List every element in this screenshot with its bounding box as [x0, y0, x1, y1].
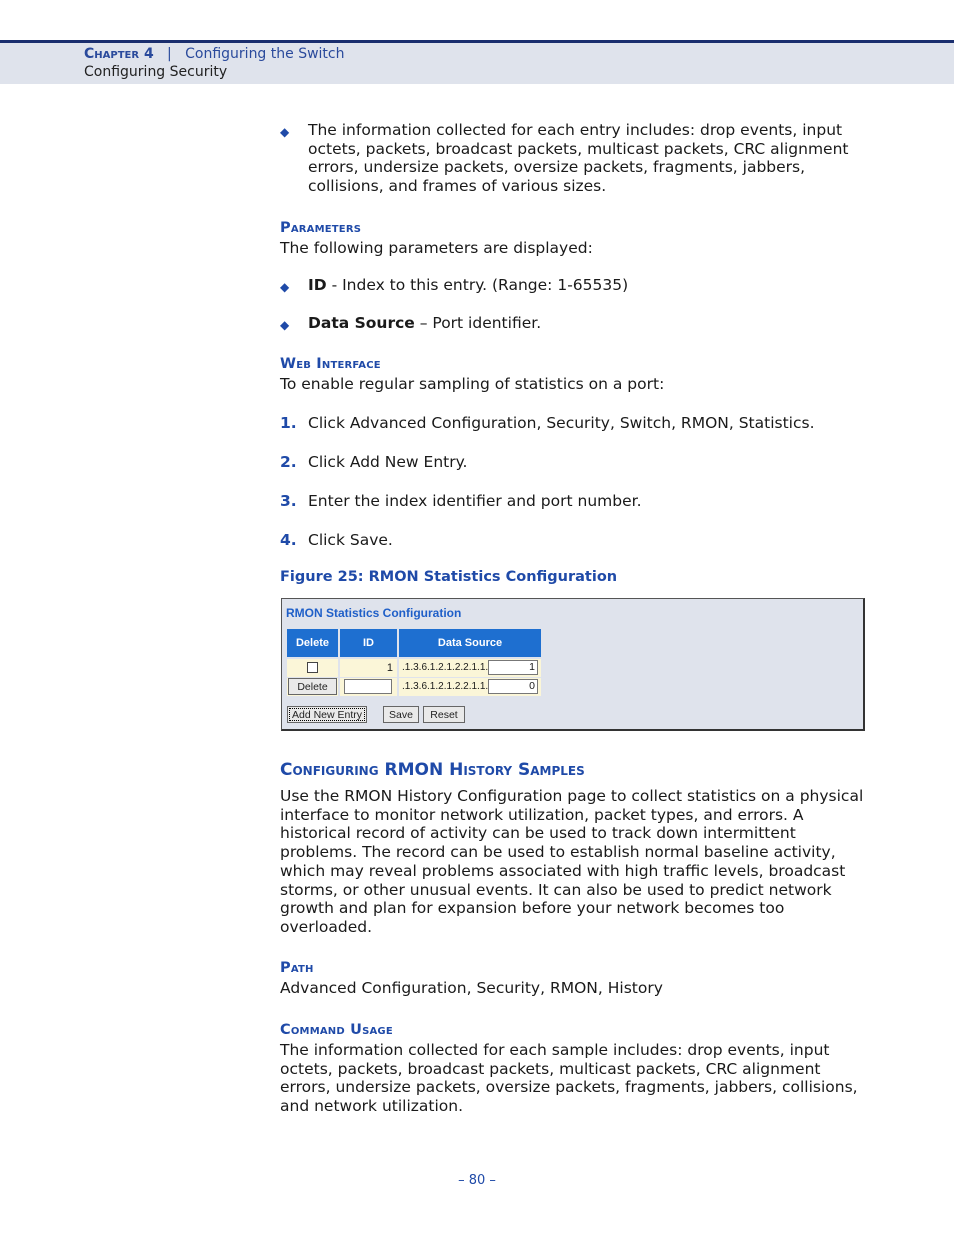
header-chapter-line: [84, 46, 344, 62]
command-usage-text: The information collected for each sample includes: drop events, input octets, packets, broadcast packets, multicast packets, CRC alignment errors, undersize packets, oversize packets, fragments, jabbers, collisions, and network utilization.: [280, 1041, 858, 1116]
command-usage-heading: Command Usage: [280, 1022, 393, 1038]
table-cell-data-source: [399, 659, 541, 677]
step-number: 4.: [280, 531, 297, 549]
data-source-port-input[interactable]: 1: [488, 660, 538, 675]
step-number: 3.: [280, 492, 297, 510]
table-cell-id: [340, 678, 397, 696]
bullet-diamond-icon: ◆: [280, 125, 290, 139]
id-input[interactable]: [344, 679, 392, 694]
reset-button[interactable]: Reset: [423, 706, 465, 723]
delete-checkbox[interactable]: [307, 662, 318, 673]
rmon-statistics-figure: [281, 598, 865, 731]
web-interface-intro: To enable regular sampling of statistics on a port:: [280, 375, 665, 393]
param-desc: - Index to this entry. (Range: 1-65535): [326, 276, 629, 294]
step-text: Enter the index identifier and port number.: [308, 492, 642, 510]
chapter-title: Configuring the Switch: [185, 46, 345, 62]
data-source-prefix: .1.3.6.1.2.1.2.2.1.1.: [402, 681, 489, 692]
column-header-data-source: Data Source: [399, 629, 541, 657]
chapter-label: Chapter 4: [84, 46, 154, 62]
column-header-id: ID: [340, 629, 397, 657]
table-cell-id: 1: [340, 659, 397, 677]
bullet-diamond-icon: ◆: [280, 318, 290, 332]
add-new-entry-button[interactable]: Add New Entry: [287, 706, 367, 723]
figure-title: RMON Statistics Configuration: [286, 606, 462, 620]
param-desc: – Port identifier.: [414, 314, 542, 332]
figure-caption: Figure 25: RMON Statistics Configuration: [280, 569, 618, 585]
page-header: [0, 40, 954, 84]
history-body: Use the RMON History Configuration page to collect statistics on a physical interface to monitor network utilization, packet types, and errors. A historical record of activity can be used to track down intermittent problems. The record can be used to establish normal baseline activity, which may reveal problems associated with high traffic levels, broadcast storms, or other unusual events. It can also be used to predict network growth and plan for expansion before your network becomes too overloaded.: [280, 787, 864, 936]
param-item-data-source: [308, 314, 541, 332]
data-source-prefix: .1.3.6.1.2.1.2.2.1.1.: [402, 662, 489, 673]
delete-button[interactable]: Delete: [288, 678, 337, 695]
step-number: 1.: [280, 414, 297, 432]
save-button[interactable]: Save: [383, 706, 419, 723]
parameters-heading: Parameters: [280, 220, 362, 236]
path-heading: Path: [280, 960, 314, 976]
step-number: 2.: [280, 453, 297, 471]
intro-bullet-text: The information collected for each entry includes: drop events, input octets, packets, broadcast packets, multicast packets, CRC alignment errors, undersize packets, oversize packets, fragments, jabbers, collisions, and frames of various sizes.: [308, 121, 849, 196]
table-cell-data-source: [399, 678, 541, 696]
step-text: Click Advanced Configuration, Security, Switch, RMON, Statistics.: [308, 414, 815, 432]
web-interface-heading: Web Interface: [280, 356, 381, 372]
table-cell-delete: [287, 659, 338, 677]
table-cell-delete: [287, 678, 338, 696]
bullet-diamond-icon: ◆: [280, 280, 290, 294]
data-source-port-input[interactable]: 0: [488, 679, 538, 694]
page-number: – 80 –: [458, 1173, 496, 1188]
history-heading: Configuring RMON History Samples: [280, 760, 585, 780]
param-item-id: [308, 276, 628, 294]
parameters-intro: The following parameters are displayed:: [280, 239, 593, 257]
header-separator: |: [167, 46, 172, 62]
step-text: Click Save.: [308, 531, 393, 549]
header-section: Configuring Security: [84, 64, 228, 80]
param-term: ID: [308, 276, 327, 294]
param-term: Data Source: [308, 314, 415, 332]
step-text: Click Add New Entry.: [308, 453, 468, 471]
path-text: Advanced Configuration, Security, RMON, History: [280, 979, 663, 997]
column-header-delete: Delete: [287, 629, 338, 657]
